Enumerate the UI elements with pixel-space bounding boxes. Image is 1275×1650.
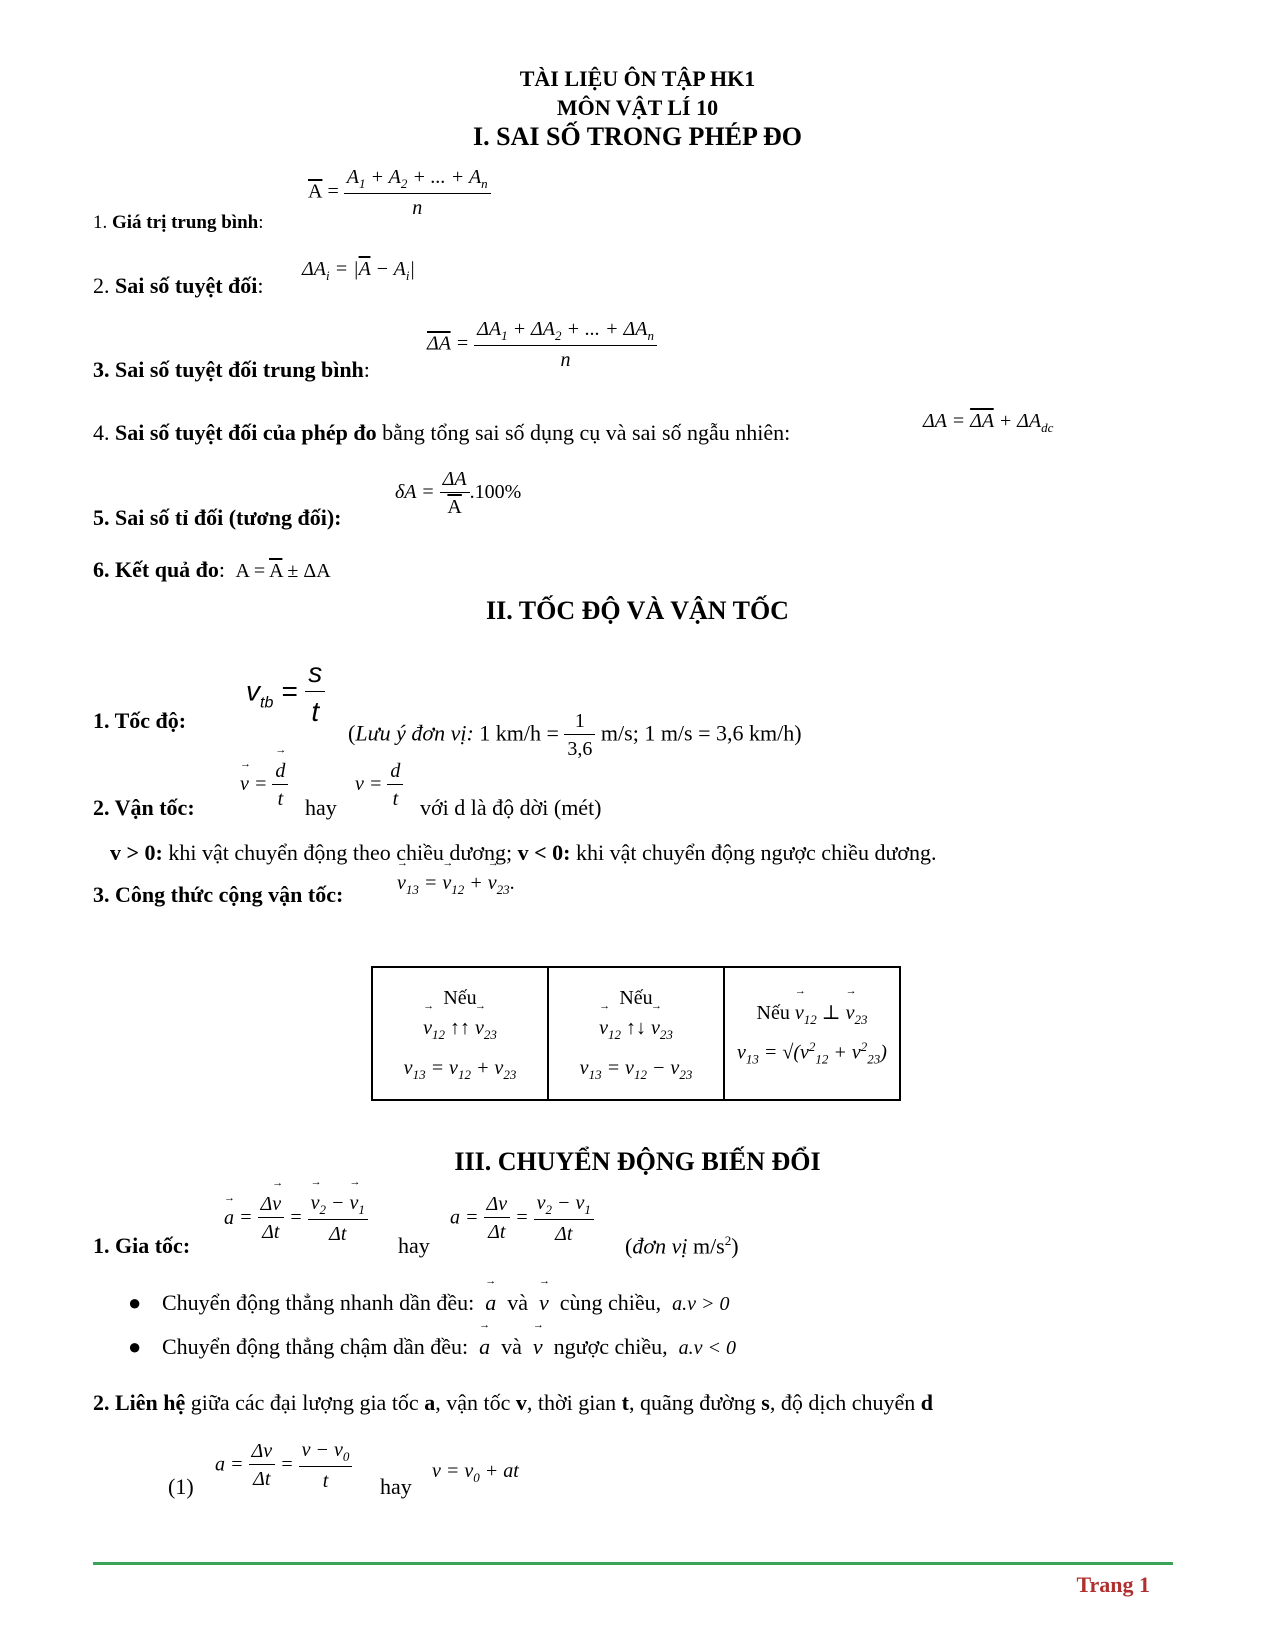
- item-relations: 2. Liên hệ giữa các đại lượng gia tốc a, vận tốc v, thời gian t, quãng đường s, độ dịch chuyển d: [93, 1390, 933, 1415]
- section-3-heading: III. CHUYỂN ĐỘNG BIẾN ĐỔI: [454, 1147, 821, 1176]
- case-perpendicular: Nếu → $v_{12}$ ⊥ → $v_{23}$ $v_{13} = √(v^2_{12} + v^2_{23})$: [724, 967, 900, 1100]
- formula-mean: $\overline{A}$ = $\frac{A_1 + A_2 + ... + A_n}{n}$: [308, 164, 491, 222]
- speed-unit-note: (Lưu ý đơn vị: 1 km/h = $\frac{1}{3,6}$ m/s; 1 m/s = 3,6 km/h): [348, 710, 802, 760]
- formula-abs-error: $\Delta A_i = |\overline{A} - A_i|$: [302, 258, 415, 283]
- formula-measure-error: $\Delta A = \overline{\Delta A} + \Delta A_{dc}$: [923, 410, 1054, 435]
- bullet-slowing-down: ● Chuyển động thẳng chậm dần đều: → a và → v ngược chiều, a.v < 0: [128, 1334, 736, 1360]
- page-number: Trang 1: [1076, 1572, 1150, 1597]
- item-measure-error: 4. Sai số tuyệt đối của phép đo bằng tổng sai số dụng cụ và sai số ngẫu nhiên:: [93, 420, 791, 445]
- item-mean-abs-error: 3. Sai số tuyệt đối trung bình:: [93, 357, 370, 382]
- formula-relative-error: δA = $\frac{\Delta A}{A}$ .100%: [395, 468, 522, 518]
- item-relative-error: 5. Sai số tỉ đối (tương đối):: [93, 505, 342, 530]
- velocity-cases-table: [371, 966, 901, 1101]
- velocity-hay: hay: [305, 795, 337, 820]
- item-mean: 1. Giá trị trung bình:: [93, 212, 264, 233]
- item-acceleration: 1. Gia tốc:: [93, 1233, 191, 1258]
- doc-title: TÀI LIỆU ÔN TẬP HK1: [519, 66, 756, 91]
- formula-acceleration: a = $\frac{\Delta v}{\Delta t}$ = $\frac{v_2 - v_1}{\Delta t}$: [450, 1190, 594, 1248]
- formula-speed: $v_{tb}$ = $\frac{s}{t}$: [246, 655, 325, 732]
- section-2-heading: II. TỐC ĐỘ VÀ VẬN TỐC: [486, 596, 789, 625]
- acceleration-hay: hay: [398, 1233, 430, 1258]
- item-speed: 1. Tốc độ:: [93, 708, 187, 733]
- formula-velocity: v = $\frac{d}{t}$: [355, 758, 403, 813]
- item-velocity-addition: 3. Công thức cộng vận tốc:: [93, 882, 344, 907]
- acceleration-unit: (đơn vị $m/s^2$): [625, 1233, 739, 1259]
- velocity-note: với d là độ dời (mét): [420, 795, 602, 820]
- velocity-sign-note: v > 0: khi vật chuyển động theo chiều dương; v < 0: khi vật chuyển động ngược chiều dương.: [110, 840, 937, 865]
- section-1-heading: I. SAI SỐ TRONG PHÉP ĐO: [473, 122, 802, 151]
- formula-relation-1: a = $\frac{\Delta v}{\Delta t}$ = $\frac{v - v_0}{t}$: [215, 1437, 352, 1495]
- case-same-direction: Nếu → $v_{12}$ ↑↑ → $v_{23}$ $v_{13} = v_{12} + v_{23}$: [372, 967, 548, 1100]
- item-result: 6. Kết quả đo: $A = \overline{A} \pm \Delta A$: [93, 557, 331, 582]
- item-velocity: 2. Vận tốc:: [93, 795, 195, 820]
- doc-subtitle: MÔN VẬT LÍ 10: [556, 95, 719, 120]
- formula-velocity-addition: → $v_{13}$ = → $v_{12}$ + → $v_{23}$.: [397, 872, 515, 898]
- formula-mean-abs-error: $\overline{\Delta A}$ = $\frac{\Delta A_1 + \Delta A_2 + ... + \Delta A_n}{n}$: [427, 316, 657, 374]
- relation-hay: hay: [380, 1474, 412, 1499]
- formula-relation-1b: $v = v_0$ + at: [432, 1460, 519, 1485]
- footer-divider: [93, 1562, 1173, 1565]
- case-opposite-direction: Nếu → $v_{12}$ ↑↓ → $v_{23}$ $v_{13} = v_{12} - v_{23}$: [548, 967, 724, 1100]
- equation-number-1: (1): [168, 1474, 194, 1499]
- formula-velocity-vec: → v = → $\frac{d}{t}$: [240, 758, 288, 813]
- formula-acceleration-vec: → a = $\frac{\Delta\to v}{\Delta t}$ = → $\frac{v_2 - \to v_1}{\Delta t}$: [224, 1190, 368, 1248]
- bullet-speeding-up: ● Chuyển động thẳng nhanh dần đều: → a và → v cùng chiều, a.v > 0: [128, 1290, 730, 1316]
- item-abs-error: 2. Sai số tuyệt đối:: [93, 273, 264, 298]
